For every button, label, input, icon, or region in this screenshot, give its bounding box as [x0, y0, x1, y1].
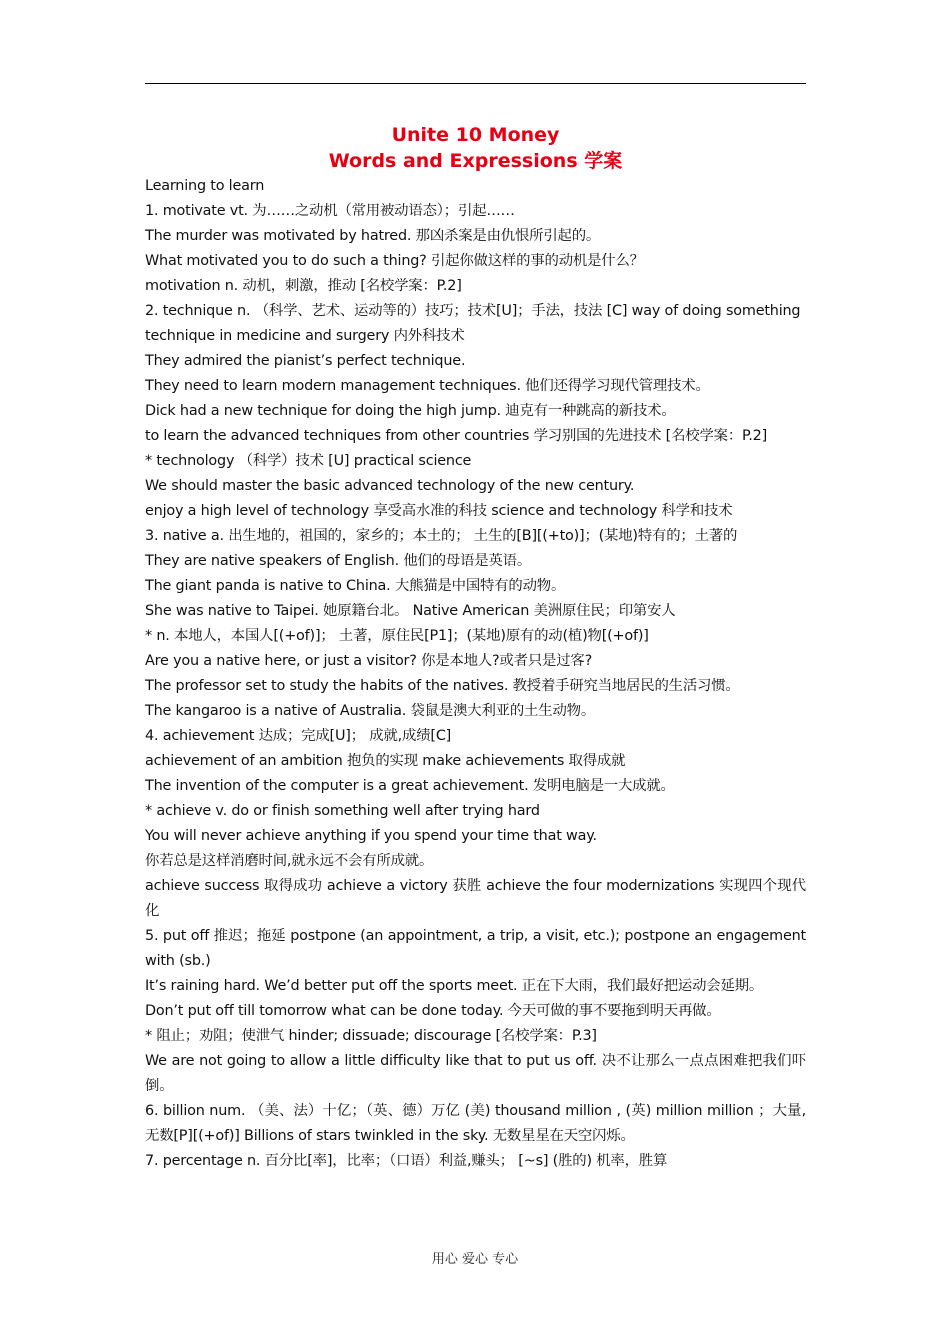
- page-footer: 用心 爱心 专心: [431, 1252, 519, 1267]
- text-line: Are you a native here, or just a visitor? 你是本地人?或者只是过客?: [145, 653, 593, 669]
- text-line: The professor set to study the habits of the natives. 教授着手研究当地居民的生活习惯。: [145, 678, 740, 694]
- text-line: motivation n. 动机，刺激，推动 [名校学案：P.2]: [145, 278, 462, 294]
- text-line: achievement of an ambition 抱负的实现 make achievements 取得成就: [145, 753, 626, 769]
- text-line: Dick had a new technique for doing the high jump. 迪克有一种跳高的新技术。: [145, 403, 676, 419]
- text-line: to learn the advanced techniques from other countries 学习别国的先进技术 [名校学案：P.2]: [145, 428, 768, 444]
- text-line: 7. percentage n. 百分比[率]，比率；（口语）利益,赚头； [~s] (胜的) 机率，胜算: [145, 1153, 668, 1169]
- text-line: * n. 本地人，本国人[(+of)]； 土著，原住民[P1]；(某地)原有的动(植)物[(+of)]: [145, 628, 649, 644]
- text-line: They need to learn modern management techniques. 他们还得学习现代管理技术。: [145, 378, 710, 394]
- text-line: We are not going to allow a little difficulty like that to put us off. 决不让那么一点点困难把我们吓倒。: [145, 1053, 806, 1094]
- text-line: They admired the pianist’s perfect technique.: [145, 353, 466, 369]
- text-line: They are native speakers of English. 他们的母语是英语。: [145, 553, 532, 569]
- text-line: We should master the basic advanced technology of the new century.: [145, 478, 635, 494]
- document-body: [145, 174, 806, 1174]
- header-rule: [145, 83, 806, 84]
- text-line: You will never achieve anything if you spend your time that way.: [145, 828, 597, 844]
- text-line: technique in medicine and surgery 内外科技术: [145, 328, 465, 344]
- text-line: achieve success 取得成功 achieve a victory 获胜 achieve the four modernizations 实现四个现代化: [145, 878, 806, 919]
- text-line: The giant panda is native to China. 大熊猫是中国特有的动物。: [145, 578, 566, 594]
- text-line: 1. motivate vt. 为……之动机（常用被动语态）；引起……: [145, 203, 515, 219]
- text-line: 4. achievement 达成；完成[U]； 成就,成绩[C]: [145, 728, 452, 744]
- text-line: 你若总是这样消磨时间,就永远不会有所成就。: [145, 853, 434, 869]
- text-line: She was native to Taipei. 她原籍台北。 Native American 美洲原住民；印第安人: [145, 603, 676, 619]
- text-line: * achieve v. do or finish something well after trying hard: [145, 803, 540, 819]
- text-line: The murder was motivated by hatred. 那凶杀案是由仇恨所引起的。: [145, 228, 601, 244]
- text-line: 5. put off 推迟；拖延 postpone (an appointment, a trip, a visit, etc.); postpone an engagement with (sb.): [145, 928, 806, 969]
- text-line: Learning to learn: [145, 178, 265, 194]
- text-line: enjoy a high level of technology 享受高水准的科技 science and technology 科学和技术: [145, 503, 733, 519]
- document-title: Unite 10 Money: [391, 124, 560, 146]
- text-line: The invention of the computer is a great achievement. 发明电脑是一大成就。: [145, 778, 675, 794]
- text-line: Don’t put off till tomorrow what can be done today. 今天可做的事不要拖到明天再做。: [145, 1003, 721, 1019]
- text-line: * technology （科学）技术 [U] practical science: [145, 453, 472, 469]
- text-line: 6. billion num. （美、法）十亿；（英、德）万亿 (美) thousand million , (英) million million ；大量,无数[P][(+of)] Billions of stars twinkled in the sky. 无数星星在天空闪烁。: [145, 1103, 806, 1144]
- text-line: * 阻止；劝阻；使泄气 hinder; dissuade; discourage [名校学案：P.3]: [145, 1028, 597, 1044]
- text-line: What motivated you to do such a thing? 引起你做这样的事的动机是什么？: [145, 253, 644, 269]
- document-subtitle: Words and Expressions 学案: [328, 150, 623, 172]
- text-line: The kangaroo is a native of Australia. 袋鼠是澳大利亚的土生动物。: [145, 703, 596, 719]
- text-line: It’s raining hard. We’d better put off the sports meet. 正在下大雨，我们最好把运动会延期。: [145, 978, 764, 994]
- text-line: 3. native a. 出生地的，祖国的，家乡的；本土的； 土生的[B][(+to)]；(某地)特有的；土著的: [145, 528, 738, 544]
- text-line: 2. technique n. （科学、艺术、运动等的）技巧；技术[U]；手法，技法 [C] way of doing something: [145, 303, 801, 319]
